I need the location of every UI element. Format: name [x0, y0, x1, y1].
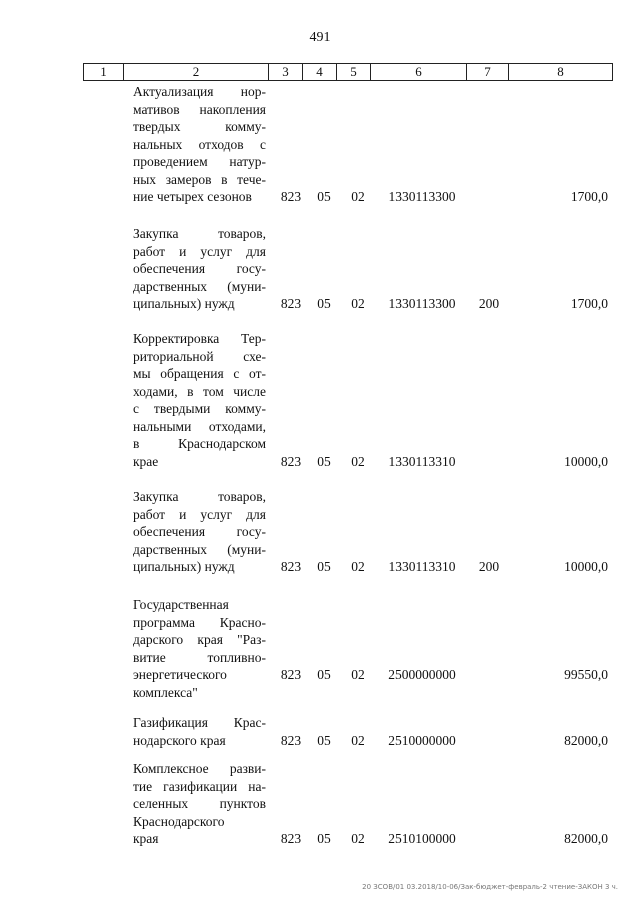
cell-c6: 1330113310 [388, 559, 456, 574]
page-number: 491 [309, 30, 331, 45]
cell-c7: 200 [478, 296, 500, 311]
column-number-8: 8 [509, 64, 613, 81]
row-name-line: мы обращения с от- [133, 366, 266, 381]
row-name-line: Краснодарского [133, 813, 225, 829]
row-name-line: селенных пунктов [133, 796, 266, 811]
cell-c8: 10000,0 [564, 559, 608, 574]
row-name-line: в Краснодарском [133, 436, 266, 451]
row-name-line: комплекса" [133, 684, 198, 700]
cell-c5: 02 [351, 189, 365, 204]
column-number-7: 7 [467, 64, 509, 81]
cell-c4: 05 [317, 831, 331, 846]
row-name [133, 83, 266, 206]
cell-c6: 1330113300 [388, 189, 456, 204]
cell-c5: 02 [351, 667, 365, 682]
row-name-line: Комплексное разви- [133, 761, 266, 776]
row-name-line: дарского края "Раз- [133, 632, 266, 647]
cell-c3: 823 [280, 831, 302, 846]
column-number-1: 1 [84, 64, 124, 81]
cell-c8: 82000,0 [564, 831, 608, 846]
cell-c4: 05 [317, 732, 331, 748]
row-name-line: Корректировка Тер- [133, 331, 266, 346]
cell-c8: 1700,0 [570, 189, 608, 204]
column-number-6: 6 [371, 64, 467, 81]
row-name [133, 714, 266, 749]
cell-c6: 2510100000 [388, 831, 456, 846]
row-name-line: края [133, 831, 159, 846]
row-name-line: твердых комму- [133, 119, 266, 134]
cell-c6: 2500000000 [388, 667, 456, 682]
column-number-3: 3 [269, 64, 303, 81]
cell-c6: 1330113300 [388, 296, 456, 311]
cell-c4: 05 [317, 296, 331, 311]
cell-c5: 02 [351, 296, 365, 311]
cell-c3: 823 [280, 296, 302, 311]
cell-c4: 05 [317, 559, 331, 574]
row-name [133, 225, 266, 313]
cell-c3: 823 [280, 732, 302, 748]
footer-reference: 20 ЗСОВ/01 03.2018/10-06/Зак-бюджет-февраль-2 чтение-ЗАКОН 3 ч. [362, 883, 618, 891]
row-name-line: Актуализация нор- [133, 84, 266, 99]
column-header-table [83, 63, 613, 81]
cell-c5: 02 [351, 831, 365, 846]
column-number-4: 4 [303, 64, 337, 81]
row-name-line: обеспечения госу- [133, 261, 266, 276]
row-name-line: ципальных) нужд [133, 559, 235, 574]
row-name-line: Закупка товаров, [133, 226, 266, 241]
row-name [133, 760, 266, 848]
column-number-2: 2 [124, 64, 269, 81]
row-name-line: работ и услуг для [133, 243, 266, 259]
cell-c5: 02 [351, 559, 365, 574]
row-name-line: обеспечения госу- [133, 524, 266, 539]
cell-c8: 99550,0 [564, 667, 608, 682]
row-name-line: дарственных (муни- [133, 278, 266, 294]
row-name-line: мативов накопления [133, 101, 266, 117]
cell-c4: 05 [317, 189, 331, 204]
row-name [133, 488, 266, 576]
cell-c3: 823 [280, 453, 302, 469]
row-name-line: программа Красно- [133, 614, 266, 630]
cell-c5: 02 [351, 732, 365, 748]
row-name-line: проведением натур- [133, 154, 266, 169]
row-name-line: нодарского края [133, 732, 226, 748]
cell-c6: 2510000000 [388, 732, 456, 748]
cell-c4: 05 [317, 667, 331, 682]
cell-c8: 1700,0 [570, 296, 608, 311]
row-name-line: Государственная [133, 597, 229, 612]
cell-c5: 02 [351, 453, 365, 469]
cell-c3: 823 [280, 667, 302, 682]
cell-c4: 05 [317, 453, 331, 469]
cell-c8: 82000,0 [564, 732, 608, 748]
row-name-line: Закупка товаров, [133, 489, 266, 504]
row-name [133, 330, 266, 470]
cell-c3: 823 [280, 189, 302, 204]
row-name-line: крае [133, 453, 159, 469]
row-name-line: тие газификации на- [133, 778, 266, 794]
row-name-line: витие топливно-энергетического [133, 649, 266, 682]
row-name-line: ных замеров в тече- [133, 171, 266, 187]
row-name-line: риториальной схе- [133, 348, 266, 364]
row-name [133, 596, 266, 701]
row-name-line: с твердыми комму- [133, 401, 266, 416]
row-name-line: Газификация Крас- [133, 715, 266, 730]
cell-c3: 823 [280, 559, 302, 574]
row-name-line: нальных отходов с [133, 136, 266, 152]
row-name-line: работ и услуг для [133, 506, 266, 522]
cell-c8: 10000,0 [564, 453, 608, 469]
row-name-line: нальными отходами, [133, 418, 266, 434]
row-name-line: ходами, в том числе [133, 383, 266, 399]
cell-c6: 1330113310 [388, 453, 456, 469]
row-name-line: дарственных (муни- [133, 541, 266, 557]
row-name-line: ципальных) нужд [133, 296, 235, 311]
row-name-line: ние четырех сезонов [133, 189, 252, 204]
column-number-5: 5 [337, 64, 371, 81]
cell-c7: 200 [478, 559, 500, 574]
